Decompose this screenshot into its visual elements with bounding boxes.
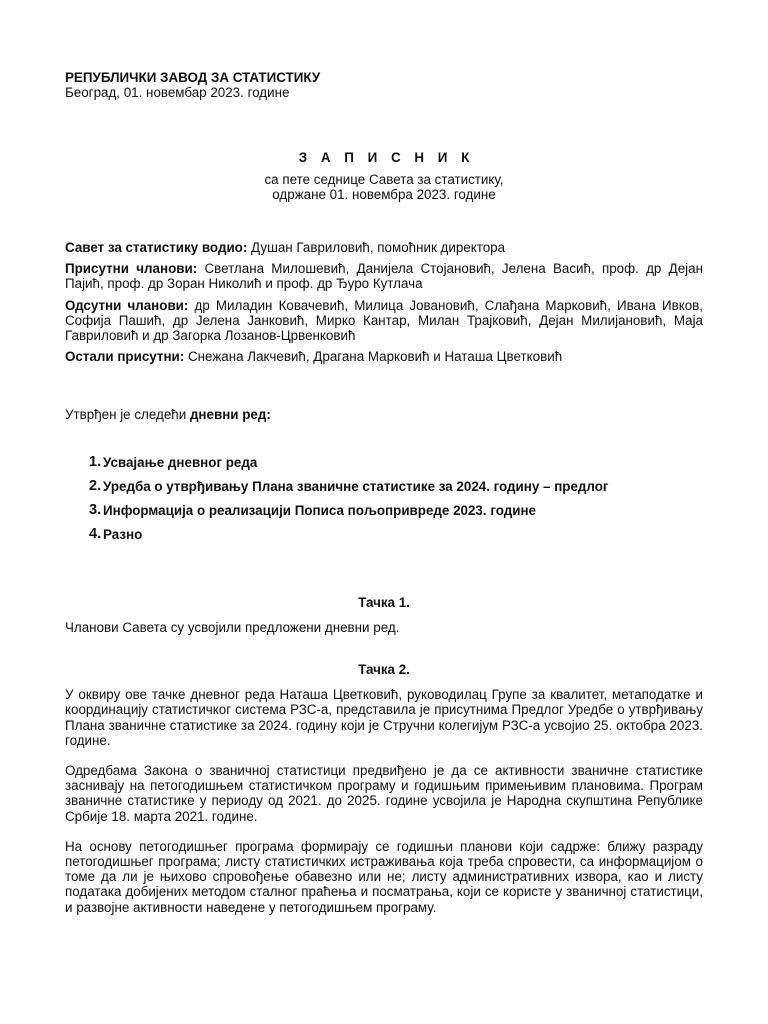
paragraph: На основу петогодишњег програма формирају се годишњи планови који садрже: ближу разраду петогодишњег програма; листу статистичких истраживања која треба спровести, са информацијом о томе да ли је њихово спровођење обавезно или не; листу административних извора, као и листу података добијених методом сталног праћења и посматрања, који се користе у званичној статистици, и развојне активности наведене у петогодишњем програму. xyxy=(65,838,703,915)
present-value: Светлана Милошевић, Данијела Стојановић, Јелена Васић, проф. др Дејан Пајић, проф. др Зоран Николић и проф. др Ђуро Кутлача xyxy=(65,261,703,292)
document-page xyxy=(65,70,703,930)
present-label: Присутни чланови: xyxy=(65,261,198,277)
absent-value: др Миладин Ковачевић, Милица Јовановић, Слађана Марковић, Ивана Ивков, Софија Пашић, др Јелена Јанковић, Мирко Кантар, Милан Трајковић, Дејан Милијановић, Маја Гавриловић и др Загорка Лозанов-Црвенковић xyxy=(65,297,703,344)
organization-name: РЕПУБЛИЧКИ ЗАВОД ЗА СТАТИСТИКУ xyxy=(65,70,321,85)
agenda-intro xyxy=(65,407,703,422)
agenda-item-number: 1. xyxy=(89,453,102,470)
agenda-item-number: 4. xyxy=(89,525,102,542)
chair-value: Душан Гавриловић, помоћник директора xyxy=(251,240,506,256)
agenda-intro-prefix: Утврђен је следећи xyxy=(65,407,190,423)
agenda-item-text: Уредба о утврђивању Плана званичне статистике за 2024. годину – предлог xyxy=(103,478,609,494)
agenda-item-number: 2. xyxy=(89,477,102,494)
agenda-item xyxy=(65,527,703,542)
agenda-intro-bold: дневни ред: xyxy=(189,407,271,423)
others-value: Снежана Лакчевић, Драгана Марковић и Наташа Цветковић xyxy=(187,349,563,365)
document-subtitle xyxy=(65,172,703,202)
agenda-item-text: Информација о реализацији Пописа пољопривреде 2023. године xyxy=(103,502,536,518)
others-label: Остали присутни: xyxy=(65,349,185,365)
place-and-date: Београд, 01. новембар 2023. године xyxy=(65,85,290,101)
agenda-item xyxy=(65,455,703,470)
section-heading-point-1: Тачка 1. xyxy=(358,594,410,610)
attendance-block xyxy=(65,240,703,364)
chair-row xyxy=(65,240,703,255)
paragraph: Одредбама Закона о званичној статистици предвиђено је да се активности званичне статистике заснивају на петогодишњем статистичком програму и годишњим примењивим плановима. Програм званичне статистике у периоду од 2021. до 2025. године усвојила је Народна скупштина Републике Србије 18. марта 2021. године. xyxy=(65,763,703,824)
other-attendees-row xyxy=(65,349,703,364)
agenda-item xyxy=(65,479,703,494)
agenda-item-number: 3. xyxy=(89,501,102,518)
agenda-item xyxy=(65,503,703,518)
section-heading-point-2: Тачка 2. xyxy=(358,662,410,678)
agenda-list xyxy=(65,455,703,542)
agenda-item-text: Разно xyxy=(103,526,143,542)
paragraph: У оквиру ове тачке дневног реда Наташа Цветковић, руководилац Групе за квалитет, метаподатке и координацију статистичког система РЗС-а, представила је присутнима Предлог Уредбе о утврђивању Плана званичне статистике за 2024. годину који је Стручни колегијум РЗС-а усвојио 25. октобра 2023. године. xyxy=(65,687,703,748)
document-title: З А П И С Н И К xyxy=(298,150,475,166)
present-members-row xyxy=(65,261,703,291)
absent-label: Одсутни чланови: xyxy=(65,297,189,313)
subtitle-line-2: одржане 01. новембра 2023. године xyxy=(272,186,496,202)
subtitle-line-1: са пете седнице Савета за статистику, xyxy=(264,171,504,187)
absent-members-row xyxy=(65,298,703,344)
chair-label: Савет за статистику водио: xyxy=(65,240,248,256)
agenda-item-text: Усвајање дневног реда xyxy=(103,454,258,470)
paragraph: Чланови Савета су усвојили предложени дневни ред. xyxy=(65,619,400,635)
